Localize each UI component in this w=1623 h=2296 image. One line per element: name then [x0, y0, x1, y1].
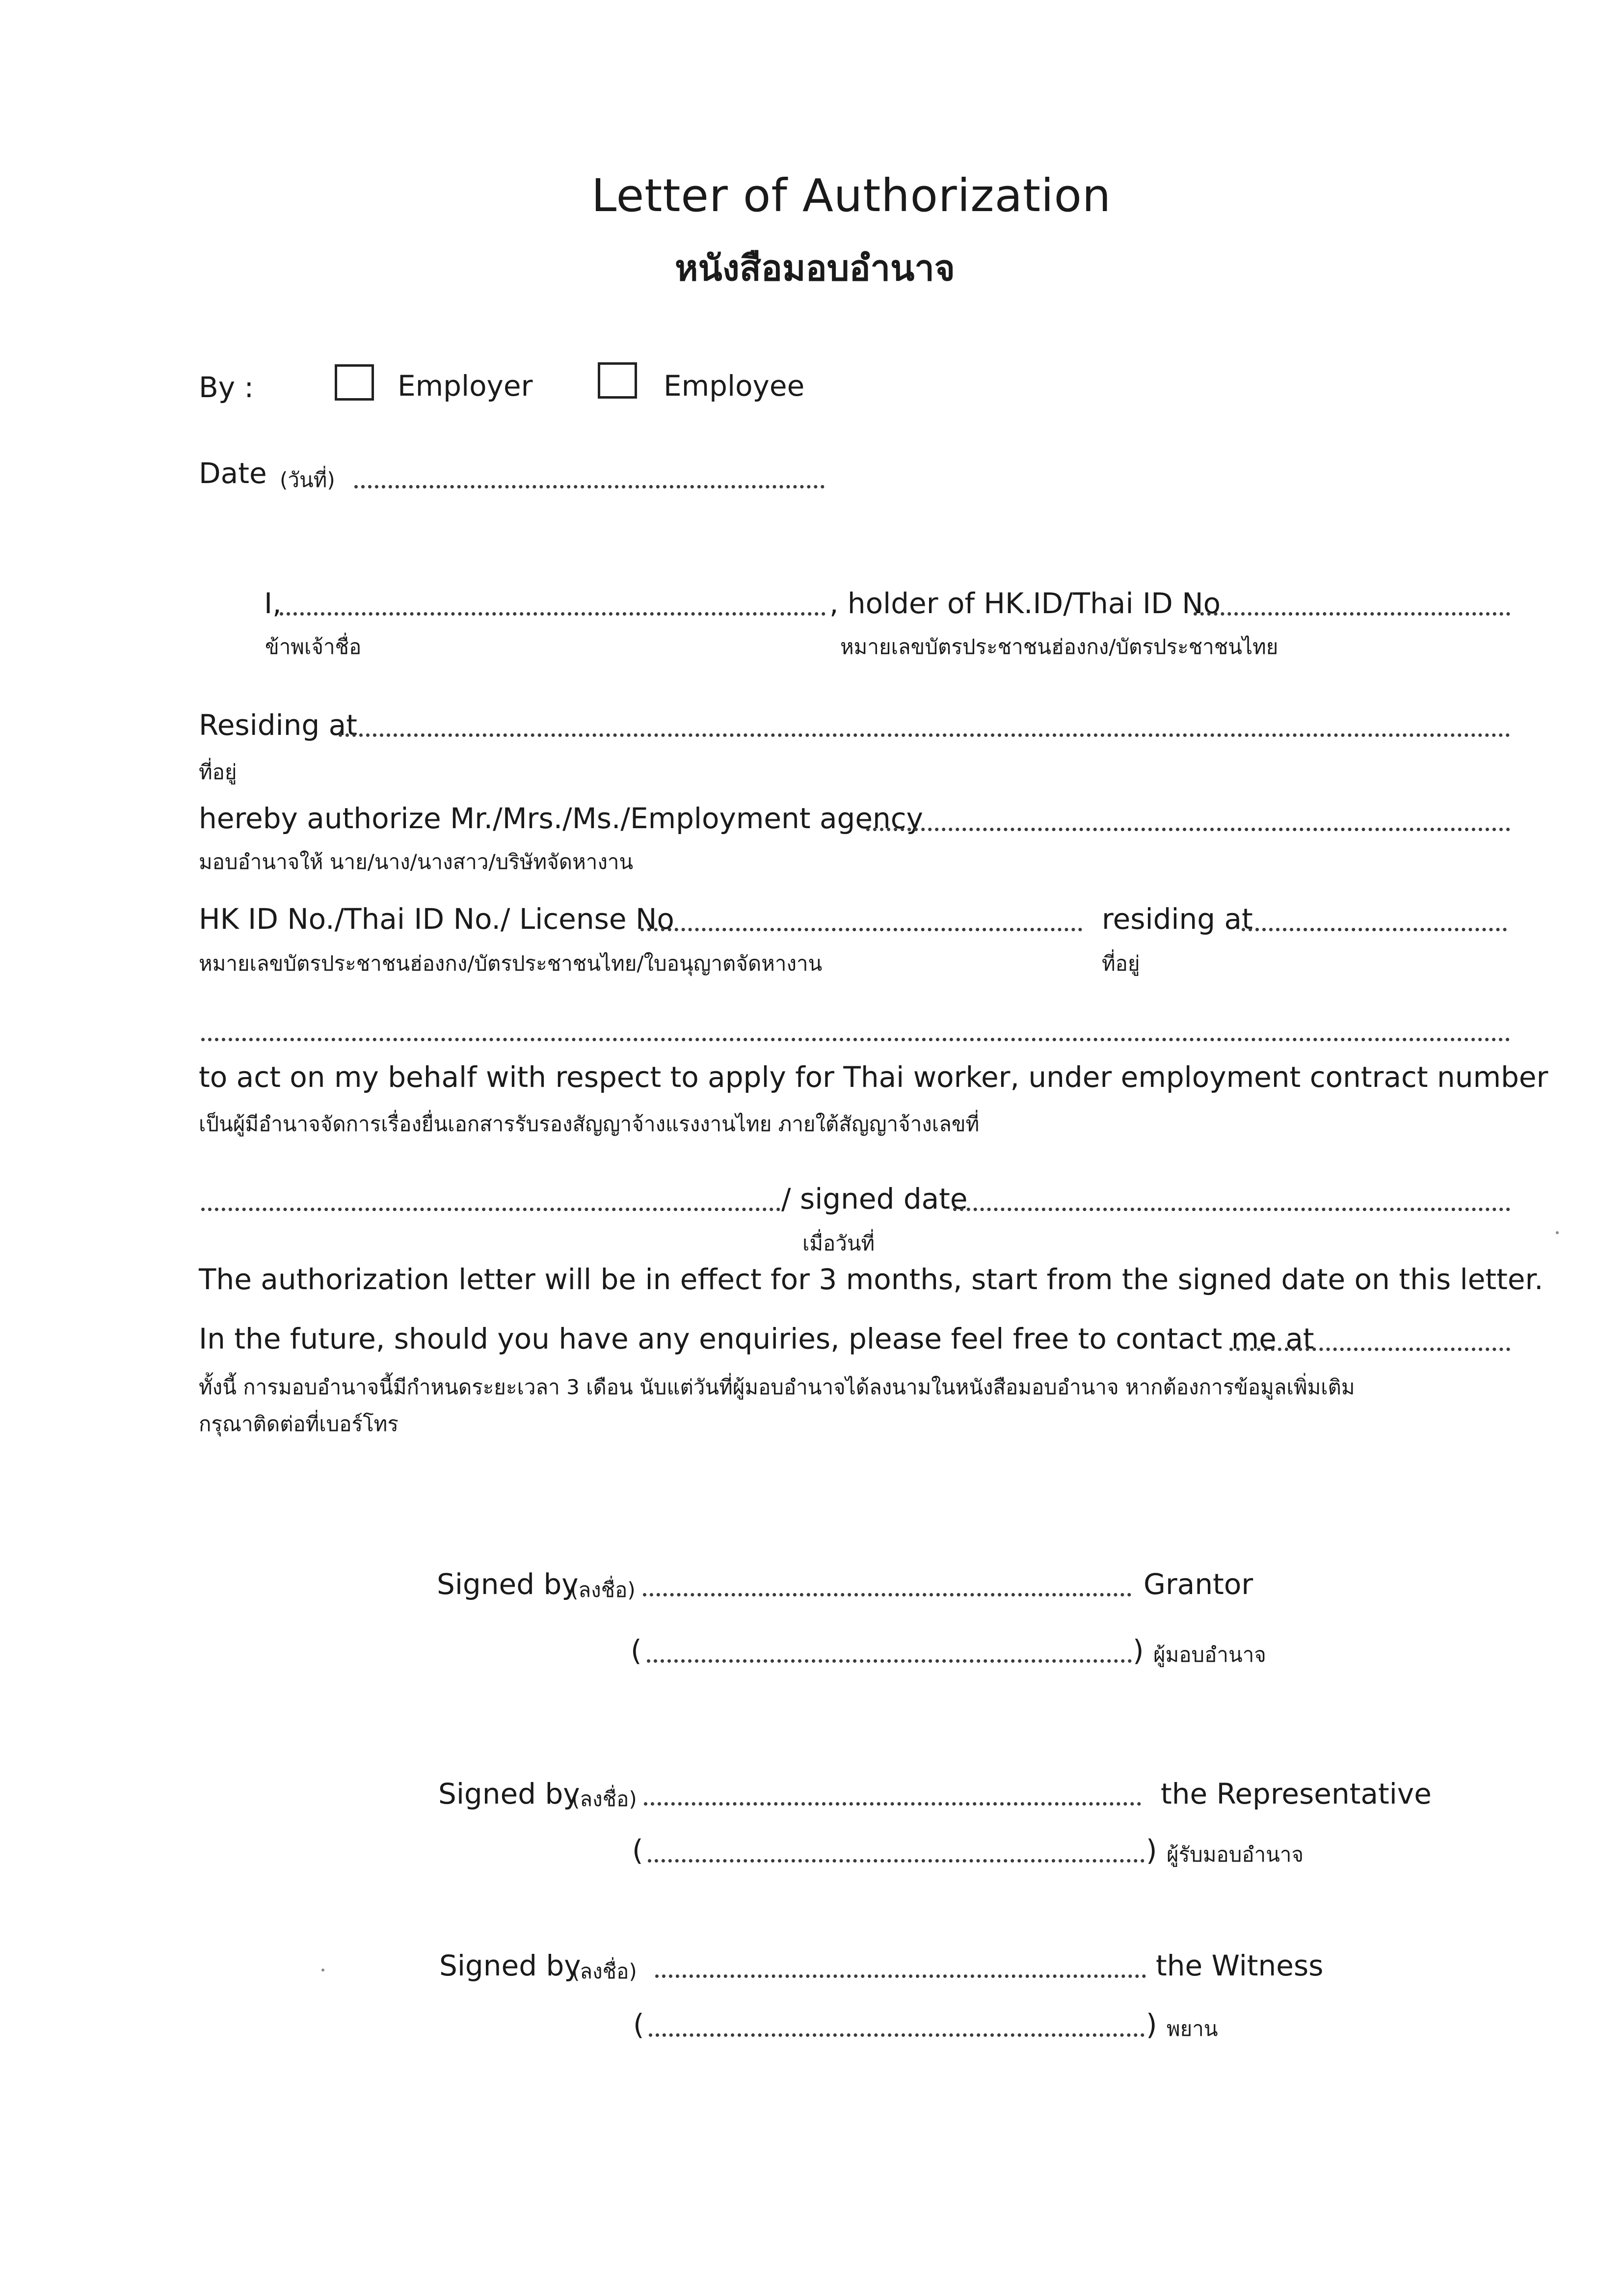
signature-grantor-field[interactable] [643, 1593, 1131, 1596]
signature-witness-field[interactable] [655, 1974, 1146, 1978]
signed-date-sub-thai: เมื่อวันที่ [802, 1231, 875, 1255]
representative-paren-close: ) [1146, 1834, 1157, 1867]
signature-representative-role: the Representative [1161, 1777, 1432, 1810]
signature-grantor-role: Grantor [1144, 1567, 1253, 1601]
representative-name-field[interactable] [648, 1859, 1144, 1863]
authorize-sub-thai: มอบอำนาจให้ นาย/นาง/นางสาว/บริษัทจัดหางาน [199, 850, 634, 874]
signature-witness-label-thai: (ลงชื่อ) [572, 1959, 637, 1983]
witness-role-thai: พยาน [1167, 2017, 1218, 2041]
purpose-text: to act on my behalf with respect to apply for Thai worker, under employment contract number [199, 1060, 1548, 1094]
by-label: By : [199, 371, 254, 404]
license-field[interactable] [640, 928, 1082, 931]
date-field[interactable] [354, 485, 825, 488]
thai-note-line-2: กรุณาติดต่อที่เบอร์โทร [199, 1412, 399, 1436]
authorized-person-field[interactable] [866, 828, 1510, 831]
signed-date-field[interactable] [953, 1208, 1510, 1211]
residing-label: Residing at [199, 708, 357, 742]
witness-name-field[interactable] [649, 2033, 1144, 2037]
signature-witness-label: Signed by [439, 1949, 581, 1982]
scan-speck [1556, 1231, 1559, 1234]
id-number-field[interactable] [1194, 612, 1510, 616]
grantor-role-thai: ผู้มอบอำนาจ [1153, 1643, 1266, 1667]
signature-grantor-label-thai: (ลงชื่อ) [570, 1578, 636, 1602]
scan-speck [321, 1969, 324, 1972]
witness-paren-open: ( [633, 2008, 644, 2041]
document-title-thai: หนังสือมอบอำนาจ [675, 247, 955, 289]
thai-note-line-1: ทั้งนี้ การมอบอำนาจนี้มีกำหนดระยะเวลา 3 เดือน นับแต่วันที่ผู้มอบอำนาจได้ลงนามในหนังสือมอบอำนาจ หากต้องการข้อมูลเพิ่มเติม [199, 1375, 1355, 1399]
representative-role-thai: ผู้รับมอบอำนาจ [1167, 1842, 1304, 1866]
date-label-thai: (วันที่) [280, 468, 335, 492]
employer-label: Employer [398, 369, 533, 403]
signature-grantor-label: Signed by [437, 1567, 579, 1601]
employer-checkbox[interactable] [335, 364, 374, 401]
id-sub-thai: หมายเลขบัตรประชาชนฮ่องกง/บัตรประชาชนไทย [840, 635, 1278, 659]
address-continuation-field[interactable] [201, 1038, 1510, 1041]
contract-number-field[interactable] [201, 1208, 780, 1211]
employee-label: Employee [664, 369, 805, 403]
enquiries-text: In the future, should you have any enquiries, please feel free to contact me at [199, 1322, 1314, 1355]
signed-date-label: / signed date [781, 1182, 968, 1216]
purpose-sub-thai: เป็นผู้มีอำนาจจัดการเรื่องยื่นเอกสารรับรองสัญญาจ้างแรงงานไทย ภายใต้สัญญาจ้างเลขที่ [199, 1112, 980, 1136]
holder-prefix: I, [264, 587, 282, 620]
grantor-paren-close: ) [1133, 1634, 1144, 1667]
signature-representative-label: Signed by [438, 1777, 580, 1810]
grantor-name-field[interactable] [647, 1659, 1132, 1663]
witness-paren-close: ) [1146, 2008, 1157, 2041]
signature-representative-label-thai: (ลงชื่อ) [572, 1787, 637, 1811]
signature-witness-role: the Witness [1156, 1949, 1324, 1982]
license-residing-label: residing at [1102, 902, 1253, 936]
license-residing-field[interactable] [1242, 928, 1507, 931]
name-sub-thai: ข้าพเจ้าชื่อ [265, 635, 362, 659]
date-label: Date [199, 457, 267, 490]
holder-of-label: , holder of HK.ID/Thai ID No [829, 587, 1221, 620]
residing-sub-thai: ที่อยู่ [199, 760, 237, 784]
contact-field[interactable] [1229, 1348, 1510, 1351]
document-title: Letter of Authorization [591, 169, 1112, 222]
name-field[interactable] [280, 612, 825, 616]
residing-field[interactable] [339, 733, 1510, 737]
employee-checkbox[interactable] [598, 362, 637, 399]
license-sub-thai: หมายเลขบัตรประชาชนฮ่องกง/บัตรประชาชนไทย/ใบอนุญาตจัดหางาน [199, 951, 823, 975]
validity-text: The authorization letter will be in effect for 3 months, start from the signed date on this letter. [199, 1263, 1543, 1296]
license-residing-sub-thai: ที่อยู่ [1102, 951, 1140, 975]
grantor-paren-open: ( [631, 1634, 642, 1667]
representative-paren-open: ( [632, 1834, 643, 1867]
authorize-label: hereby authorize Mr./Mrs./Ms./Employment agency [199, 802, 923, 835]
signature-representative-field[interactable] [644, 1802, 1141, 1806]
license-label: HK ID No./Thai ID No./ License No [199, 902, 674, 936]
